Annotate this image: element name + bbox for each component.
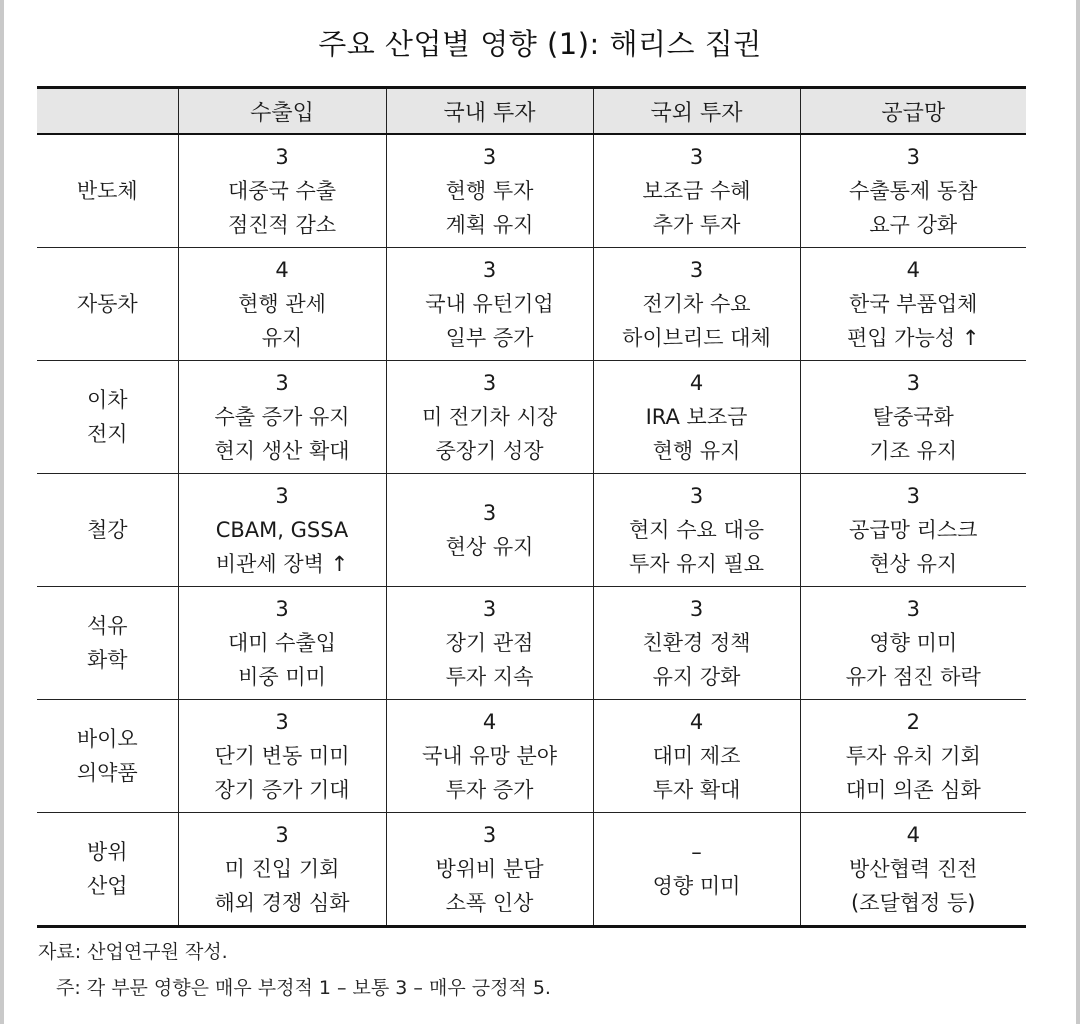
row-header-line: 자동차 [76,292,138,316]
table-row [37,361,1026,474]
impact-score: 3 [482,597,497,621]
header-row [37,88,1026,135]
cell-text-line: 전기차 수요 [642,292,751,316]
cell-text-line: 국내 유턴기업 [425,292,554,316]
cell-text-line: 수출통제 동참 [849,179,978,203]
column-header: 수출입 [178,88,386,135]
table-cell [386,134,593,248]
cell-text-line: 투자 유지 필요 [628,552,765,576]
cell-text-line: 투자 증가 [445,778,534,802]
cell-text-line: 현상 유지 [445,535,534,559]
table-cell [178,474,386,587]
impact-score: 4 [906,258,920,282]
cell-text-line: 소폭 인상 [445,891,534,915]
impact-score: 3 [689,484,704,508]
table-cell [386,361,593,474]
table-cell [178,813,386,927]
table-cell [178,248,386,361]
table-cell [593,813,800,927]
impact-score: 2 [906,710,920,734]
source-note: 자료: 산업연구원 작성. [38,941,228,963]
impact-score: 3 [689,597,704,621]
impact-score: 4 [906,823,920,847]
row-header [37,587,178,700]
row-header-line: 의약품 [76,761,138,785]
cell-text-line: 투자 확대 [652,778,741,802]
scale-note: 주: 각 부문 영향은 매우 부정적 1 – 보통 3 – 매우 긍정적 5. [56,977,551,999]
column-header: 국내 투자 [386,88,593,135]
row-header-line: 반도체 [76,179,138,203]
impact-score: 3 [689,145,704,169]
impact-score: 3 [482,501,497,525]
cell-text-line: 비중 미미 [238,665,326,689]
right-page-edge [1076,0,1080,1024]
cell-text-line: 단기 변동 미미 [214,744,350,768]
table-cell [800,587,1026,700]
cell-text-line: 영향 미미 [652,874,741,898]
table-cell [593,134,800,248]
cell-text-line: 방위비 분담 [435,857,544,881]
impact-score: 4 [689,371,704,395]
page-title: 주요 산업별 영향 (1): 해리스 집권 [318,27,762,61]
impact-score: 3 [906,371,920,395]
impact-score: 3 [275,823,289,847]
table-cell [178,700,386,813]
table-cell [593,474,800,587]
column-header: 공급망 [800,88,1026,135]
row-header [37,248,178,361]
cell-text-line: 한국 부품업체 [849,292,978,316]
footer-notes [38,934,551,1006]
cell-text-line: 국내 유망 분야 [421,744,558,768]
cell-text-line: 일부 증가 [445,326,534,350]
cell-text-line: 현상 유지 [869,552,958,576]
impact-score: 4 [275,258,289,282]
row-header [37,474,178,587]
impact-score: 3 [275,371,289,395]
cell-text-line: 현행 유지 [652,439,741,463]
impact-score: 3 [275,710,289,734]
table-row [37,248,1026,361]
impact-score: 3 [482,823,497,847]
row-header-line: 화학 [86,648,128,672]
table-cell [386,813,593,927]
cell-text-line: 중장기 성장 [435,439,544,463]
table-cell [593,248,800,361]
table-cell [386,700,593,813]
impact-score: 3 [689,258,704,282]
table-cell [178,361,386,474]
cell-text-line: 유지 [261,326,303,350]
row-header-line: 전지 [86,422,128,446]
cell-text-line: 해외 경쟁 심화 [214,891,350,915]
row-header [37,134,178,248]
impact-score: 3 [275,597,289,621]
cell-text-line: 장기 관점 [445,631,534,655]
impact-score: – [691,840,702,864]
cell-text-line: 친환경 정책 [642,631,751,655]
row-header-line: 이차 [86,388,128,412]
table-cell [593,587,800,700]
table-cell [800,813,1026,927]
impact-score: 4 [689,710,704,734]
cell-text-line: 현행 관세 [238,292,326,316]
row-header [37,813,178,927]
cell-text-line: 공급망 리스크 [849,518,978,542]
cell-text-line: 기조 유지 [869,439,958,463]
row-header-line: 석유 [86,614,128,638]
row-header [37,361,178,474]
table-row [37,700,1026,813]
industry-impact-table [37,86,1026,928]
cell-text-line: 하이브리드 대체 [622,326,771,350]
row-header-line: 바이오 [76,727,138,751]
cell-text-line: 미 진입 기회 [224,857,340,881]
table-row [37,587,1026,700]
table-cell [386,587,593,700]
row-header-line: 철강 [86,518,128,542]
table-cell [800,248,1026,361]
corner-cell [37,88,178,135]
cell-text-line: 대미 제조 [652,744,741,768]
table-cell [800,134,1026,248]
cell-text-line: 보조금 수혜 [642,179,751,203]
cell-text-line: 추가 투자 [652,213,741,237]
cell-text-line: 수출 증가 유지 [214,405,350,429]
table-cell [800,361,1026,474]
impact-score: 3 [275,484,289,508]
impact-score: 3 [482,371,497,395]
table-cell [178,587,386,700]
impact-score: 3 [482,145,497,169]
cell-text-line: 투자 지속 [445,665,534,689]
table-cell [386,474,593,587]
cell-text-line: 장기 증가 기대 [214,778,350,802]
impact-score: 3 [906,484,920,508]
table-cell [593,361,800,474]
impact-score: 3 [482,258,497,282]
cell-text-line: 영향 미미 [869,631,958,655]
cell-text-line: 현지 생산 확대 [214,439,350,463]
cell-text-line: 탈중국화 [872,405,954,429]
table-cell [386,248,593,361]
row-header-line: 방위 [86,840,128,864]
table-cell [178,134,386,248]
cell-text-line: 계획 유지 [445,213,534,237]
column-header: 국외 투자 [593,88,800,135]
cell-text-line: 요구 강화 [869,213,958,237]
cell-text-line: 비관세 장벽 ↑ [215,552,349,576]
cell-text-line: (조달협정 등) [851,891,976,915]
impact-score: 3 [906,145,920,169]
cell-text-line: 미 전기차 시장 [421,405,558,429]
cell-text-line: 유지 강화 [652,665,741,689]
table-row [37,134,1026,248]
row-header-line: 산업 [86,874,128,898]
cell-text-line: 현지 수요 대응 [628,518,765,542]
cell-text-line: 유가 점진 하락 [845,665,981,689]
table-row [37,813,1026,927]
table-body [37,134,1026,927]
cell-text-line: 대미 수출입 [227,631,337,655]
table-cell [800,474,1026,587]
impact-score: 3 [906,597,920,621]
cell-text-line: IRA 보조금 [645,405,748,429]
table-row [37,474,1026,587]
cell-text-line: 투자 유치 기회 [845,744,981,768]
cell-text-line: 점진적 감소 [227,213,337,237]
table-cell [800,700,1026,813]
impact-score: 3 [275,145,289,169]
cell-text-line: 편입 가능성 ↑ [847,326,980,350]
row-header [37,700,178,813]
impact-score: 4 [482,710,497,734]
cell-text-line: 방산협력 진전 [849,857,978,881]
cell-text-line: 현행 투자 [445,179,534,203]
table-cell [593,700,800,813]
cell-text-line: 대중국 수출 [227,179,337,203]
left-page-edge [0,0,4,1024]
cell-text-line: CBAM, GSSA [215,518,349,542]
cell-text-line: 대미 의존 심화 [845,778,981,802]
